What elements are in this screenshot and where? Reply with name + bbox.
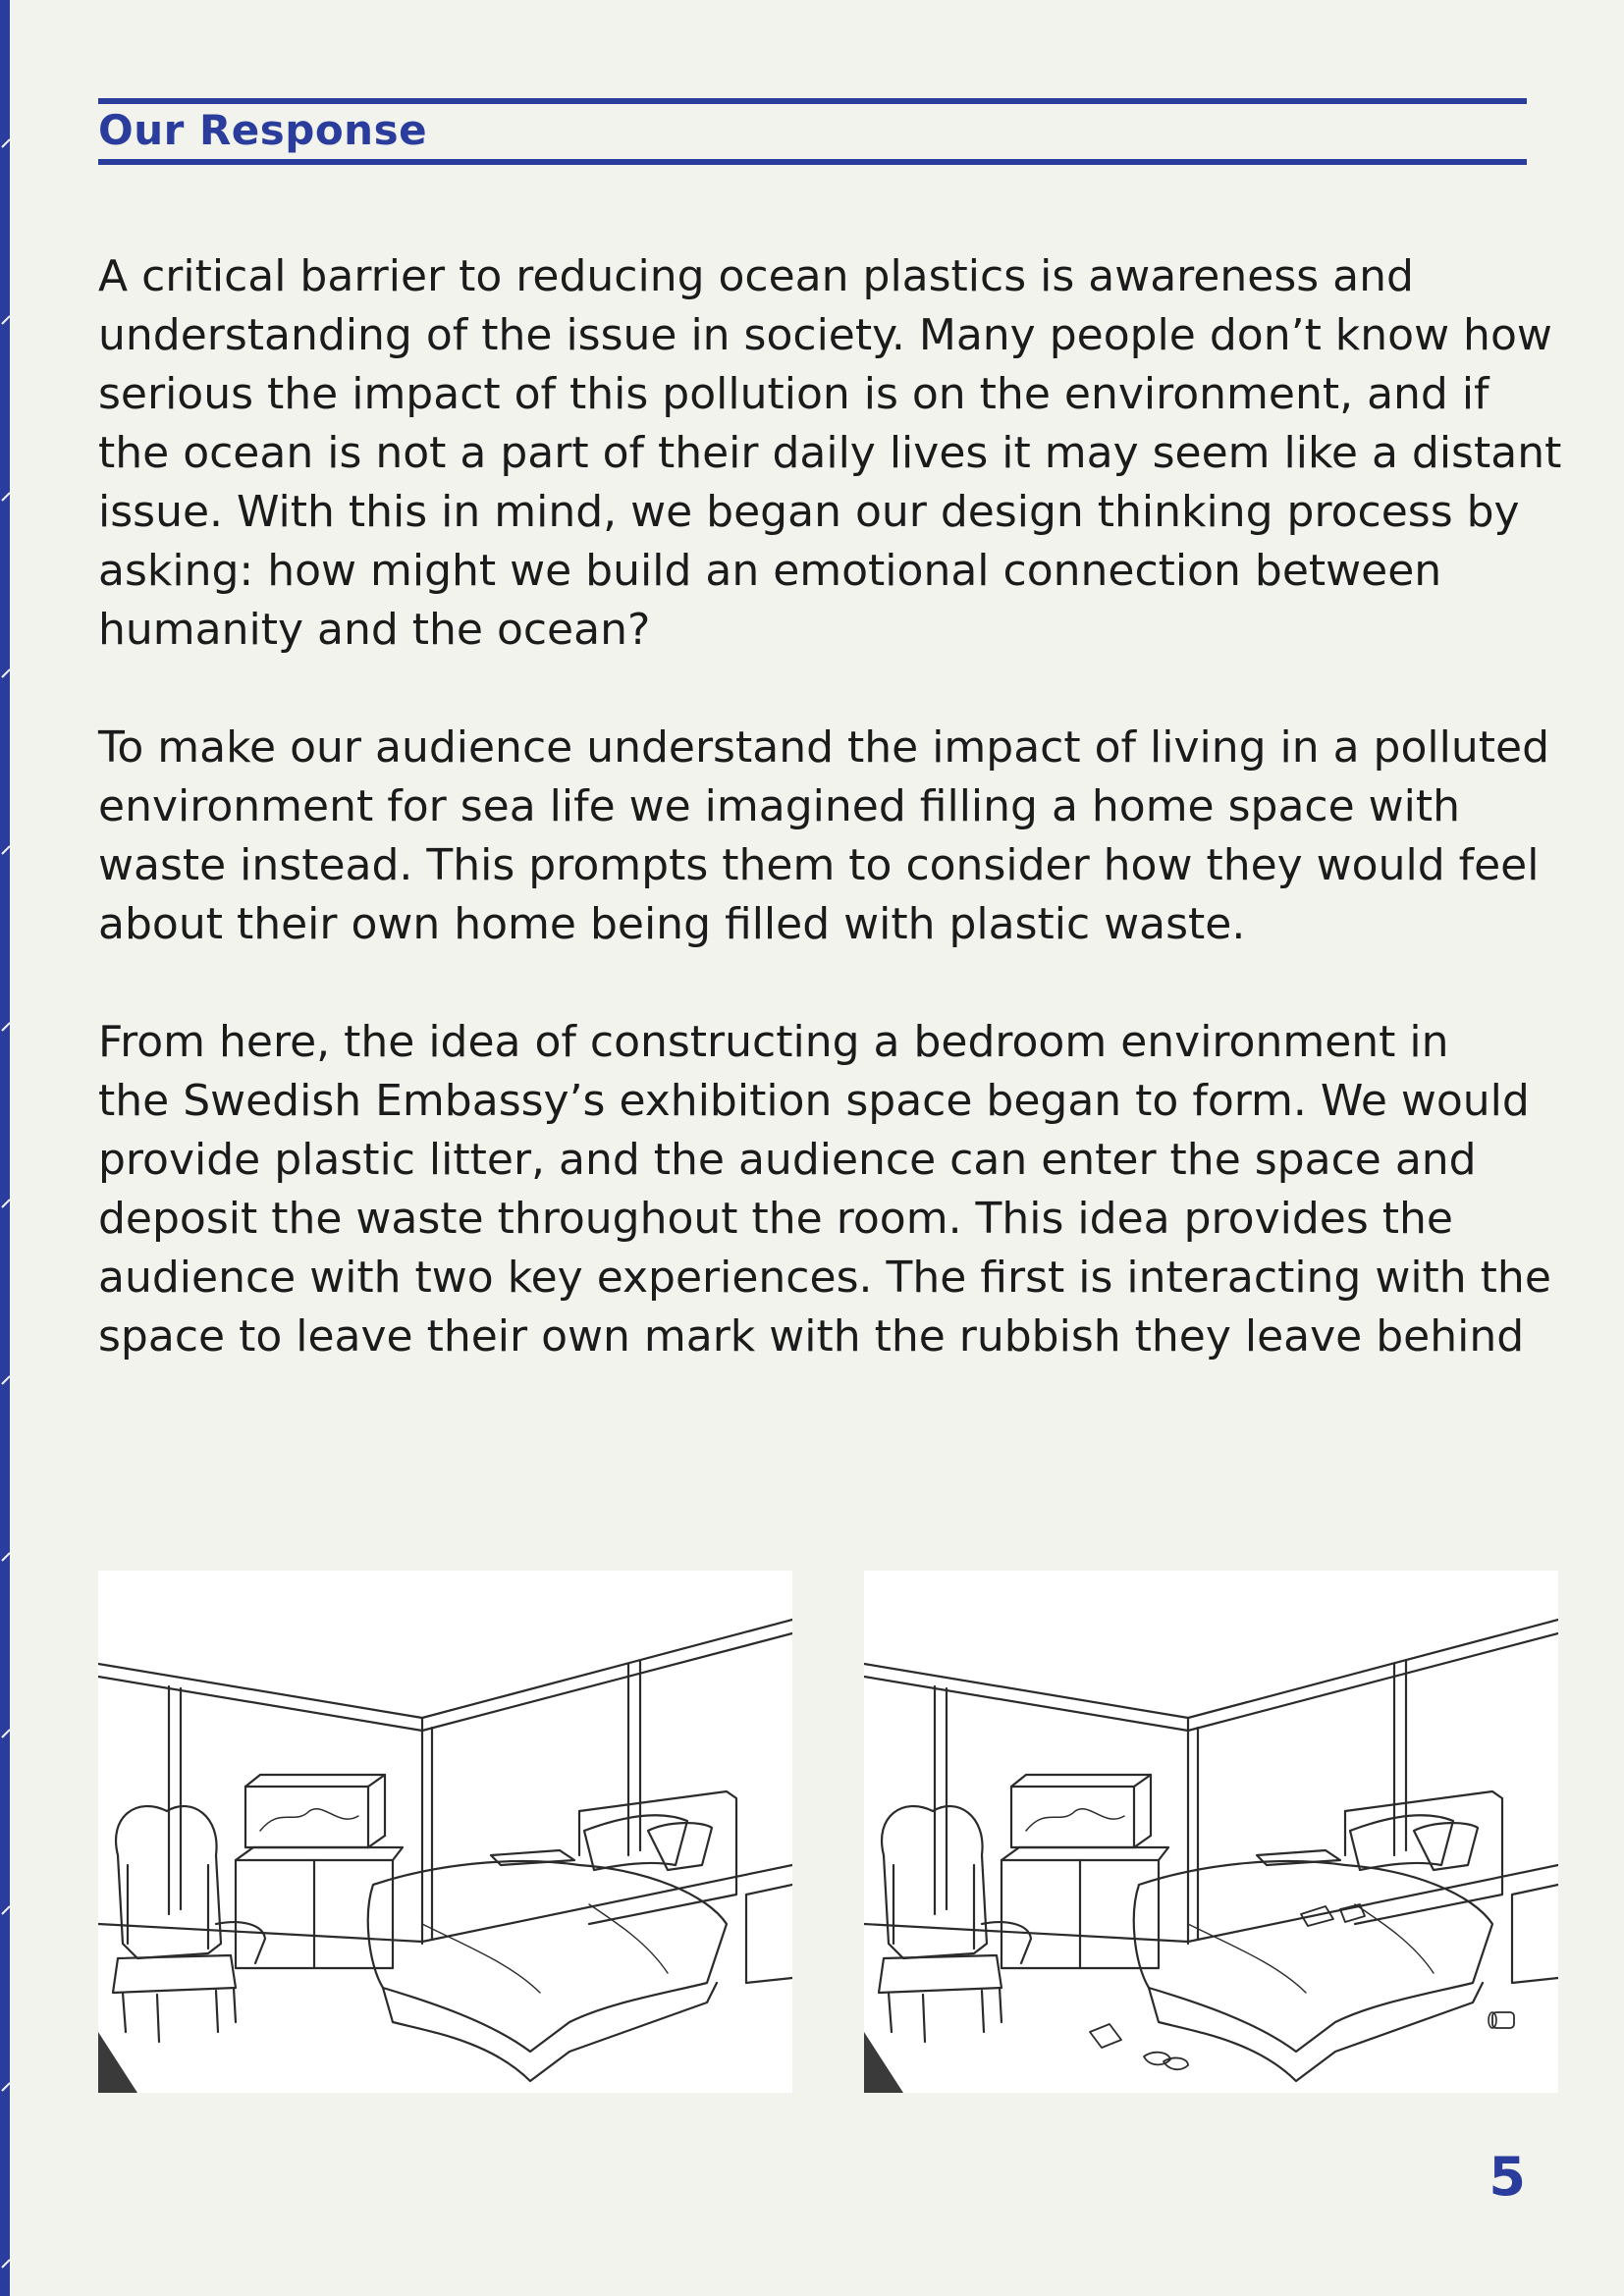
paragraph-line: waste instead. This prompts them to consider how they would feel: [98, 840, 1540, 890]
paragraph-line: environment for sea life we imagined filling a home space with: [98, 781, 1461, 831]
header-top-rule: [98, 98, 1527, 104]
bedroom-illustration-littered: [864, 1571, 1558, 2093]
header-bottom-rule: [98, 159, 1527, 165]
binding-edge: [0, 0, 10, 2296]
paragraph-3: [98, 1013, 1571, 1366]
paragraph-line: understanding of the issue in society. Many people don’t know how: [98, 310, 1552, 360]
paragraph-line: asking: how might we build an emotional connection between: [98, 546, 1442, 596]
section-title: Our Response: [98, 106, 428, 154]
paragraph-line: the Swedish Embassy’s exhibition space began to form. We would: [98, 1076, 1530, 1126]
bedroom-illustration-clean: [98, 1571, 792, 2093]
paragraph-1: [98, 247, 1571, 660]
paragraph-line: audience with two key experiences. The first is interacting with the: [98, 1253, 1551, 1303]
paragraph-2: [98, 719, 1571, 954]
paragraph-line: A critical barrier to reducing ocean plastics is awareness and: [98, 251, 1414, 301]
paragraph-line: provide plastic litter, and the audience can enter the space and: [98, 1135, 1477, 1185]
paragraph-line: To make our audience understand the impact of living in a polluted: [98, 722, 1549, 773]
paragraph-line: issue. With this in mind, we began our design thinking process by: [98, 487, 1520, 537]
paragraph-line: the ocean is not a part of their daily lives it may seem like a distant: [98, 428, 1562, 478]
paragraph-line: From here, the idea of constructing a bedroom environment in: [98, 1017, 1449, 1067]
paragraph-line: deposit the waste throughout the room. This idea provides the: [98, 1194, 1453, 1244]
paragraph-line: humanity and the ocean?: [98, 605, 651, 655]
paragraph-line: serious the impact of this pollution is on the environment, and if: [98, 369, 1489, 419]
paragraph-line: about their own home being filled with plastic waste.: [98, 899, 1246, 949]
paragraph-line: space to leave their own mark with the rubbish they leave behind: [98, 1311, 1525, 1362]
page-number: 5: [1489, 2146, 1526, 2208]
